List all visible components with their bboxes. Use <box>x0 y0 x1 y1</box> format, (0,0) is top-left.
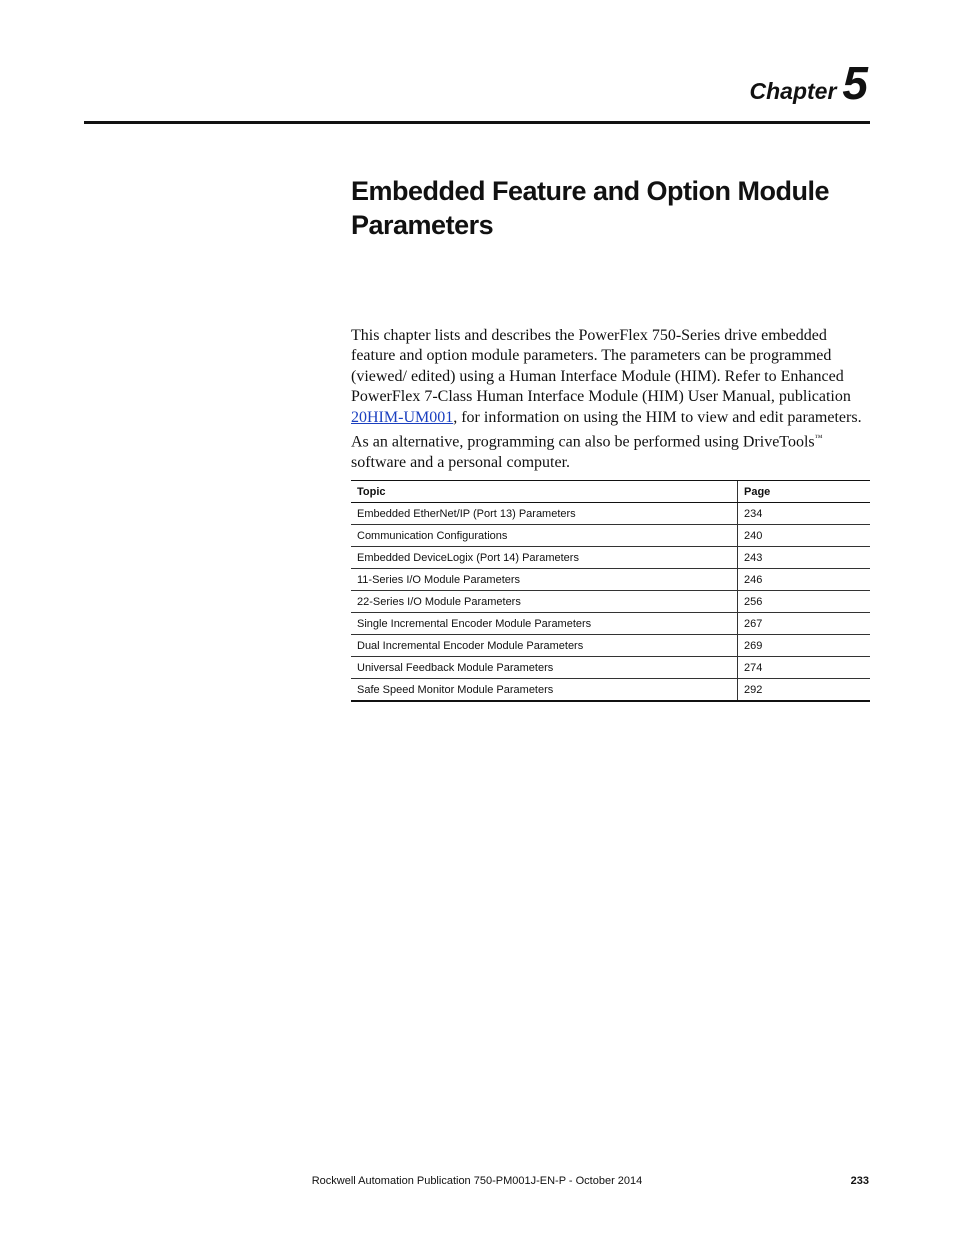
page-title-line-2: Parameters <box>351 210 494 240</box>
intro-paragraph <box>351 326 871 473</box>
table-header-row <box>351 481 870 503</box>
table-row <box>351 657 870 679</box>
page-cell: 234 <box>738 503 871 525</box>
chapter-heading <box>749 57 869 109</box>
chapter-number: 5 <box>842 57 868 109</box>
page-cell: 246 <box>738 569 871 591</box>
table-row <box>351 525 870 547</box>
topic-cell: Embedded DeviceLogix (Port 14) Parameters <box>351 547 738 569</box>
table-row <box>351 635 870 657</box>
table-row <box>351 547 870 569</box>
topic-cell: Embedded EtherNet/IP (Port 13) Parameters <box>351 503 738 525</box>
chapter-label: Chapter <box>749 78 837 104</box>
table-row <box>351 503 870 525</box>
intro-text-middle: , for information on using the HIM to view and edit parameters. As an alternative, programming can also be performed using DriveTools <box>351 408 862 451</box>
topic-cell: 11-Series I/O Module Parameters <box>351 569 738 591</box>
chapter-divider <box>84 121 870 124</box>
topic-cell: Dual Incremental Encoder Module Parameters <box>351 635 738 657</box>
intro-text-start: This chapter lists and describes the PowerFlex 750-Series drive embedded feature and option module parameters. The parameters can be programmed (viewed/ edited) using a Human Interface Module (HIM). Refer to Enhanced PowerFlex 7-Class Human Interface Module (HIM) User Manual, publication <box>351 327 851 406</box>
topic-cell: Communication Configurations <box>351 525 738 547</box>
trademark-symbol: ™ <box>814 433 823 443</box>
page-cell: 274 <box>738 657 871 679</box>
page-cell: 256 <box>738 591 871 613</box>
page-title-line-1: Embedded Feature and Option Module <box>351 176 830 206</box>
page-cell: 292 <box>738 679 871 702</box>
footer-page-number: 233 <box>850 1175 869 1187</box>
table-row <box>351 613 870 635</box>
topic-cell: 22-Series I/O Module Parameters <box>351 591 738 613</box>
page-cell: 240 <box>738 525 871 547</box>
page-column-header: Page <box>738 481 871 503</box>
topic-cell: Safe Speed Monitor Module Parameters <box>351 679 738 702</box>
table-row <box>351 591 870 613</box>
page-cell: 267 <box>738 613 871 635</box>
topics-table <box>351 480 870 702</box>
table-row <box>351 569 870 591</box>
footer-publication: Rockwell Automation Publication 750-PM001J-EN-P - October 2014 <box>311 1175 643 1187</box>
publication-link[interactable]: 20HIM-UM001 <box>351 408 454 426</box>
topic-column-header: Topic <box>351 481 738 503</box>
page-cell: 269 <box>738 635 871 657</box>
table-row <box>351 679 870 702</box>
intro-text-end: software and a personal computer. <box>351 453 571 471</box>
page-title <box>351 174 871 242</box>
topic-cell: Single Incremental Encoder Module Parameters <box>351 613 738 635</box>
topic-cell: Universal Feedback Module Parameters <box>351 657 738 679</box>
page-cell: 243 <box>738 547 871 569</box>
